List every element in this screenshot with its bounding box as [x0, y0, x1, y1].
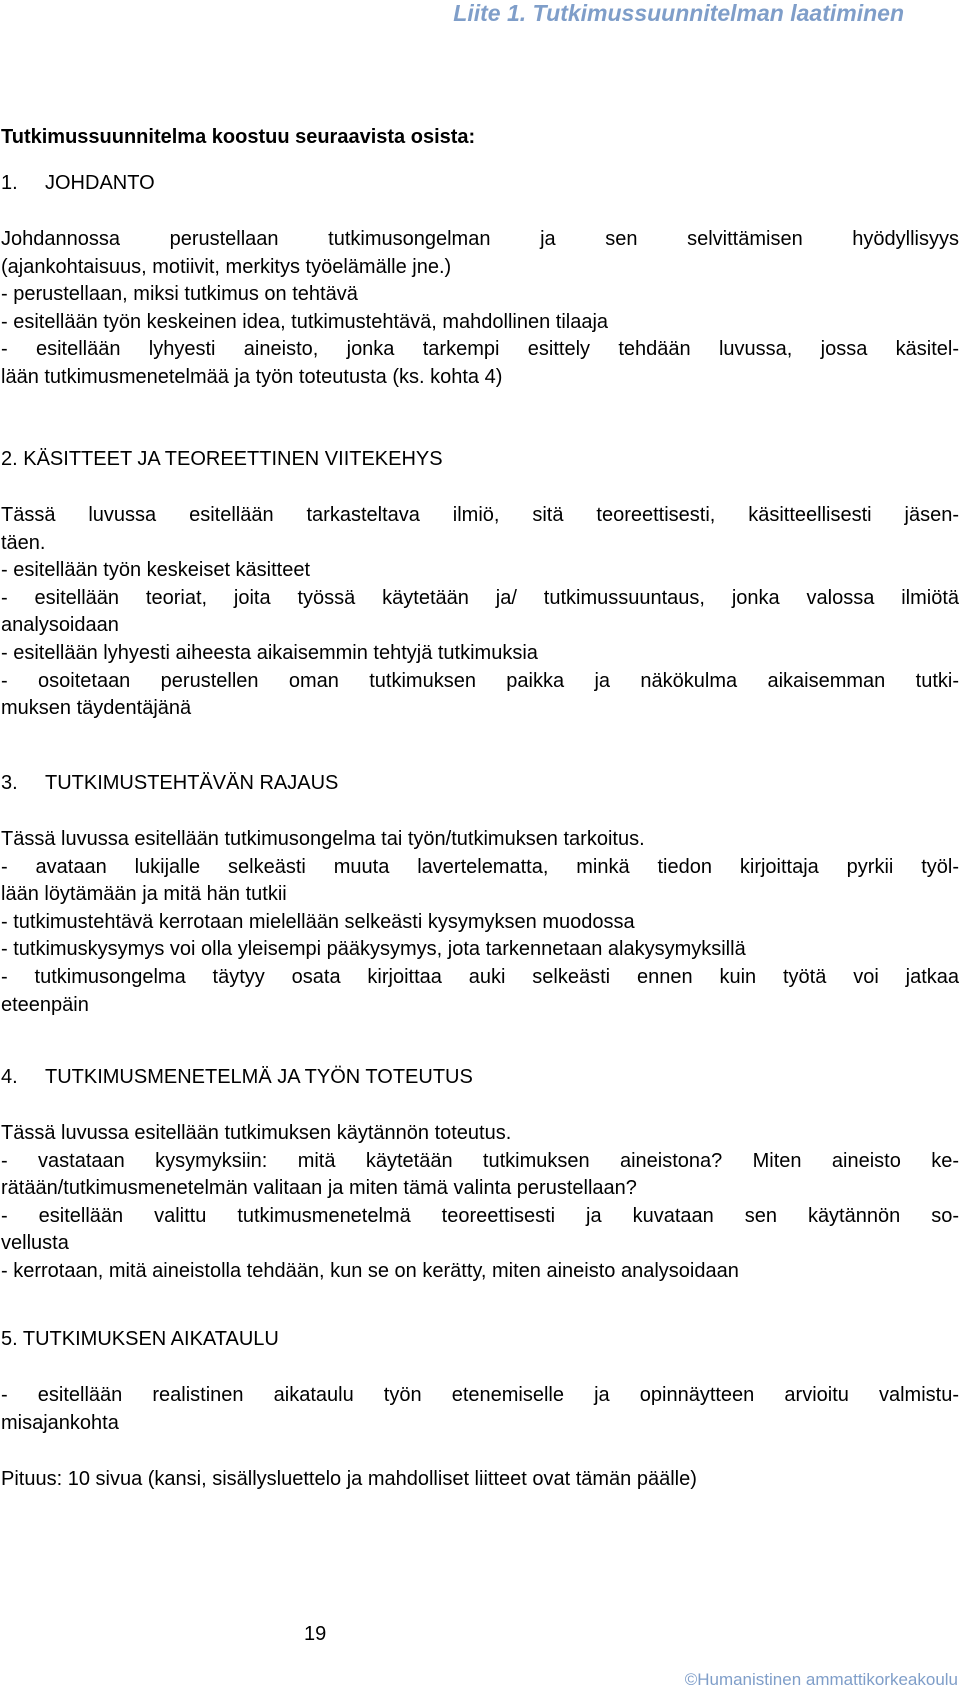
section-title: JOHDANTO — [45, 172, 155, 194]
section-title: KÄSITTEET JA TEOREETTINEN VIITEKEHYS — [23, 448, 443, 470]
body-line: Tässä luvussa esitellään tutkimusongelma tai työn/tutkimuksen tarkoitus. — [1, 828, 645, 850]
section-menetelma — [1, 1064, 959, 1286]
section-title: TUTKIMUSMENETELMÄ JA TYÖN TOTEUTUS — [45, 1066, 473, 1088]
body-line: lään tutkimusmenetelmää ja työn toteutusta (ks. kohta 4) — [1, 365, 503, 388]
page-number: 19 — [304, 1623, 327, 1645]
section-rajaus — [1, 770, 959, 1019]
section-body — [1, 226, 959, 392]
section-body — [1, 1120, 959, 1286]
section-title: TUTKIMUSTEHTÄVÄN RAJAUS — [45, 772, 339, 794]
section-heading — [1, 1064, 959, 1091]
body-line: - esitellään teoriat, joita työssä käytetään ja/ tutkimussuuntaus, jonka valossa ilmiötä — [1, 586, 959, 609]
section-title: TUTKIMUKSEN AIKATAULU — [22, 1328, 279, 1350]
section-body — [1, 826, 959, 1019]
body-line: - esitellään työn keskeinen idea, tutkimustehtävä, mahdollinen tilaaja — [1, 310, 609, 333]
section-kasitteet — [1, 446, 959, 723]
body-line: analysoidaan — [1, 614, 119, 637]
body-line: eteenpäin — [1, 993, 89, 1016]
body-line: Tässä luvussa esitellään tarkasteltava ilmiö, sitä teoreettisesti, käsitteellisesti jäsen- — [1, 504, 959, 526]
body-line: misajankohta — [1, 1411, 119, 1434]
body-line: - vastataan kysymyksiin: mitä käytetään tutkimuksen aineistona? Miten aineisto ke- — [1, 1149, 959, 1172]
body-line: vellusta — [1, 1232, 69, 1255]
length-note: Pituus: 10 sivua (kansi, sisällysluettelo ja mahdolliset liitteet ovat tämän päälle) — [1, 1468, 697, 1490]
body-line: - esitellään valittu tutkimusmenetelmä teoreettisesti ja kuvataan sen käytännön so- — [1, 1204, 959, 1227]
section-number: 2. — [1, 448, 18, 470]
body-line: Johdannossa perustellaan tutkimusongelman ja sen selvittämisen hyödyllisyys — [1, 228, 959, 250]
body-line: - perustellaan, miksi tutkimus on tehtävä — [1, 283, 358, 306]
section-heading — [1, 170, 959, 197]
length-note-block — [1, 1437, 959, 1494]
body-line: täen. — [1, 531, 46, 554]
section-heading — [1, 1326, 959, 1353]
section-heading — [1, 770, 959, 797]
length-note-para — [1, 1466, 959, 1494]
section-johdanto — [1, 170, 959, 392]
body-line: - tutkimusongelma täytyy osata kirjoittaa auki selkeästi ennen kuin työtä voi jatkaa — [1, 965, 959, 988]
body-line: - esitellään työn keskeiset käsitteet — [1, 559, 311, 582]
footer-copyright: ©Humanistinen ammattikorkeakoulu — [684, 1670, 958, 1689]
body-line: muksen täydentäjänä — [1, 697, 192, 720]
section-heading — [1, 446, 959, 473]
body-line: - tutkimustehtävä kerrotaan mielellään selkeästi kysymyksen muodossa — [1, 910, 635, 933]
section-aikataulu — [1, 1326, 959, 1437]
section-number: 1. — [1, 172, 18, 194]
section-number: 5. — [1, 1328, 18, 1350]
document-header-title: Liite 1. Tutkimussuunnitelman laatiminen — [453, 0, 904, 26]
body-line: Tässä luvussa esitellään tutkimuksen käytännön toteutus. — [1, 1122, 512, 1144]
body-line: - esitellään lyhyesti aineisto, jonka tarkempi esittely tehdään luvussa, jossa käsitel- — [1, 338, 959, 361]
section-number: 3. — [1, 772, 18, 794]
body-line: - osoitetaan perustellen oman tutkimuksen paikka ja näkökulma aikaisemman tutki- — [1, 669, 959, 692]
body-line: - esitellään lyhyesti aiheesta aikaisemmin tehtyjä tutkimuksia — [1, 641, 538, 664]
body-line: - esitellään realistinen aikataulu työn etenemiselle ja opinnäytteen arvioitu valmistu- — [1, 1384, 959, 1406]
section-number: 4. — [1, 1066, 18, 1088]
intro-heading: Tutkimussuunnitelma koostuu seuraavista osista: — [1, 126, 476, 148]
body-line: (ajankohtaisuus, motiivit, merkitys työelämälle jne.) — [1, 255, 452, 278]
section-body — [1, 1382, 959, 1437]
body-line: - tutkimuskysymys voi olla yleisempi pääkysymys, jota tarkennetaan alakysymyksillä — [1, 938, 746, 961]
body-line: rätään/tutkimusmenetelmän valitaan ja miten tämä valinta perustellaan? — [1, 1177, 637, 1200]
section-body — [1, 502, 959, 723]
body-line: lään löytämään ja mitä hän tutkii — [1, 883, 287, 906]
body-line: - avataan lukijalle selkeästi muuta lavertelematta, minkä tiedon kirjoittaja pyrkii työl- — [1, 855, 959, 878]
body-line: - kerrotaan, mitä aineistolla tehdään, kun se on kerätty, miten aineisto analysoidaan — [1, 1259, 739, 1282]
